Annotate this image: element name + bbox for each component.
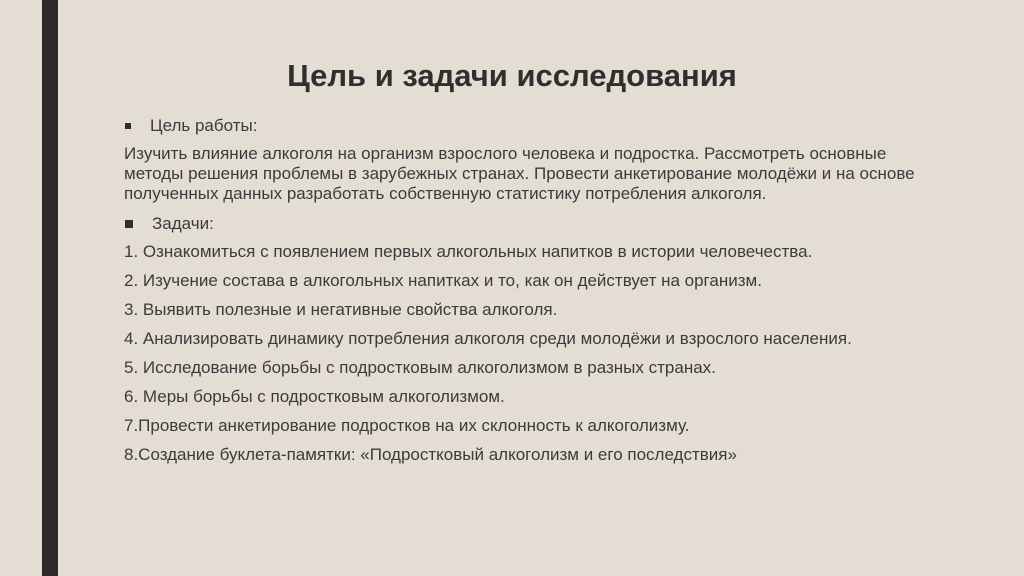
tasks-list [124, 242, 944, 465]
task-item: 7.Провести анкетирование подростков на их склонность к алкоголизму. [124, 416, 690, 435]
goal-heading: Цель работы: [150, 116, 258, 135]
tasks-heading-line [124, 214, 944, 234]
task-item: 2. Изучение состава в алкогольных напитках и то, как он действует на организм. [124, 271, 762, 290]
square-bullet-icon [125, 220, 133, 228]
task-item: 6. Меры борьбы с подростковым алкоголизмом. [124, 387, 505, 406]
task-item: 8.Создание буклета-памятки: «Подростковый алкоголизм и его последствия» [124, 445, 737, 464]
goal-heading-line [124, 116, 944, 136]
task-item: 5. Исследование борьбы с подростковым алкоголизмом в разных странах. [124, 358, 716, 377]
square-bullet-icon [125, 123, 131, 129]
task-item: 4. Анализировать динамику потребления алкоголя среди молодёжи и взрослого населения. [124, 329, 852, 348]
slide-title: Цель и задачи исследования [287, 58, 737, 93]
task-item: 3. Выявить полезные и негативные свойства алкоголя. [124, 300, 558, 319]
goal-text: Изучить влияние алкоголя на организм взрослого человека и подростка. Рассмотреть основные методы решения проблемы в зарубежных странах. Провести анкетирование молодёжи и на основе полученных данных разработать собственную статистику потребления алкоголя. [124, 144, 915, 203]
slide-content [124, 116, 944, 474]
task-item: 1. Ознакомиться с появлением первых алкогольных напитков в истории человечества. [124, 242, 813, 261]
tasks-heading: Задачи: [152, 214, 214, 233]
